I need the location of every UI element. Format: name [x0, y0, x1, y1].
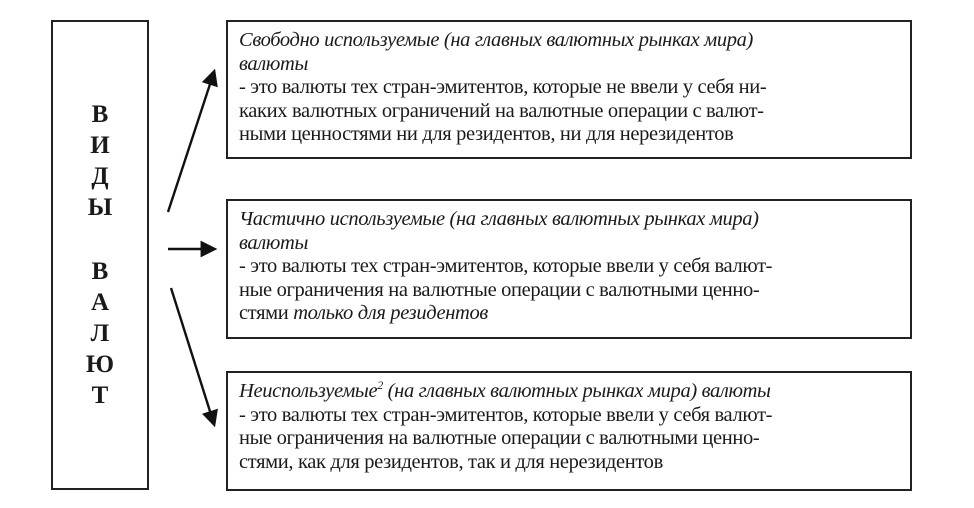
freely-usable-currencies-box — [226, 20, 912, 159]
label-letter: Л — [90, 320, 110, 347]
box-heading-cont: валюты — [239, 52, 308, 75]
box-text-line: стями, как для резидентов, так и для нерезидентов — [239, 450, 663, 473]
footnote-marker: 2 — [377, 378, 383, 393]
box-heading — [239, 380, 900, 404]
label-letter: Т — [91, 382, 109, 409]
arrow-to-box-1 — [168, 72, 214, 212]
box-heading-cont: валюты — [239, 231, 308, 254]
box-text-line: ными ценностями ни для резидентов, ни для нерезидентов — [239, 123, 734, 145]
box-text-line: ные ограничения на валютные операции с валютными ценно- — [239, 427, 760, 449]
box-text-line: каких валютных ограничений на валютные операции с валют- — [239, 99, 764, 122]
plain-fragment: стями — [239, 302, 294, 324]
box-text-line: - это валюты тех стран-эмитентов, которые не ввели у себя ни- — [239, 76, 767, 98]
label-letter: И — [90, 132, 110, 159]
heading-rest: (на главных валютных рынках мира) валюты — [382, 380, 771, 402]
label-letter: В — [91, 101, 109, 128]
unusable-currencies-box — [226, 371, 912, 491]
label-letter: Ы — [87, 194, 113, 221]
label-letter: А — [90, 289, 110, 316]
box-heading: Свободно используемые (на главных валютных рынках мира) — [239, 29, 754, 51]
partially-usable-currencies-box — [226, 199, 912, 339]
box-heading: Частично используемые (на главных валютных рынках мира) — [239, 208, 759, 230]
box-text-line-last — [239, 302, 900, 326]
italic-fragment: только для резидентов — [293, 302, 488, 324]
box-text-line: - это валюты тех стран-эмитентов, которые ввели у себя валют- — [239, 255, 773, 277]
label-letter: Д — [91, 163, 109, 190]
heading-main: Неиспользуемые — [239, 380, 378, 402]
label-letter: Ю — [85, 351, 115, 378]
box-text-line: ные ограничения на валютные операции с валютными ценно- — [239, 278, 760, 301]
label-letter: В — [91, 258, 109, 285]
arrow-to-box-3 — [171, 288, 214, 424]
box-text-line: - это валюты тех стран-эмитентов, которые ввели у себя валют- — [239, 403, 773, 426]
